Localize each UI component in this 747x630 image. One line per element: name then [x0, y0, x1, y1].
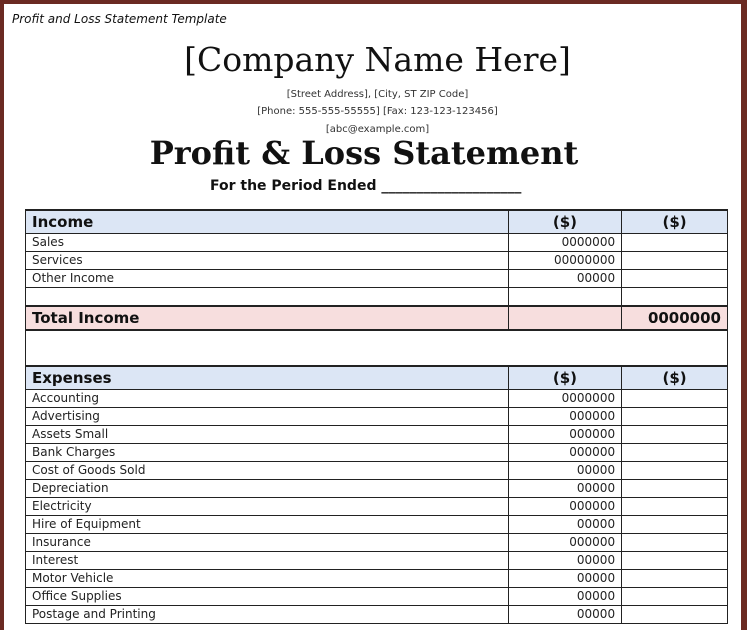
row-amount[interactable]: 00000000 [508, 252, 621, 270]
empty-cell[interactable] [622, 288, 728, 307]
table-row [26, 570, 728, 588]
row-amount[interactable]: 00000 [508, 480, 621, 498]
table-row [26, 516, 728, 534]
expenses-heading: Expenses [26, 366, 509, 390]
row-label[interactable]: Interest [26, 552, 509, 570]
row-amount-2[interactable] [622, 534, 728, 552]
row-amount[interactable]: 000000 [508, 534, 621, 552]
total-income-amount[interactable]: 0000000 [622, 306, 728, 330]
row-amount-2[interactable] [622, 390, 728, 408]
row-label[interactable]: Motor Vehicle [26, 570, 509, 588]
row-label[interactable]: Sales [26, 234, 509, 252]
income-section [26, 210, 728, 366]
income-col1-header: ($) [508, 210, 621, 234]
row-label[interactable]: Depreciation [26, 480, 509, 498]
expenses-col2-header: ($) [622, 366, 728, 390]
row-amount-2[interactable] [622, 408, 728, 426]
spacer-row [26, 330, 728, 366]
row-amount-2[interactable] [622, 480, 728, 498]
row-amount-2[interactable] [622, 552, 728, 570]
row-amount[interactable]: 00000 [508, 606, 621, 624]
table-row [26, 444, 728, 462]
row-amount[interactable]: 000000 [508, 408, 621, 426]
row-amount[interactable]: 00000 [508, 552, 621, 570]
income-col2-header: ($) [622, 210, 728, 234]
table-row [26, 270, 728, 288]
row-label[interactable]: Insurance [26, 534, 509, 552]
row-label[interactable]: Other Income [26, 270, 509, 288]
table-row [26, 462, 728, 480]
email-line: [abc@example.com] [325, 124, 430, 135]
row-amount[interactable]: 00000 [508, 270, 621, 288]
empty-cell[interactable] [26, 288, 509, 307]
row-amount-2[interactable] [622, 444, 728, 462]
row-label[interactable]: Office Supplies [26, 588, 509, 606]
table-row [26, 534, 728, 552]
expenses-col1-header: ($) [508, 366, 621, 390]
row-label[interactable]: Hire of Equipment [26, 516, 509, 534]
empty-row [26, 288, 728, 307]
row-amount-2[interactable] [622, 516, 728, 534]
table-row [26, 480, 728, 498]
total-income-row [26, 306, 728, 330]
spacer-cell [26, 330, 728, 366]
row-amount[interactable]: 000000 [508, 426, 621, 444]
row-amount-2[interactable] [622, 570, 728, 588]
table-row [26, 552, 728, 570]
company-name: [Company Name Here] [184, 40, 571, 79]
total-income-label: Total Income [26, 306, 509, 330]
row-amount[interactable]: 0000000 [508, 234, 621, 252]
table-row [26, 498, 728, 516]
table-row [26, 252, 728, 270]
statement-title: Profit & Loss Statement [149, 134, 579, 172]
table-row [26, 390, 728, 408]
row-amount-2[interactable] [622, 498, 728, 516]
row-amount-2[interactable] [622, 606, 728, 624]
expenses-header-row [26, 366, 728, 390]
period-line: For the Period Ended ____________________ [210, 178, 522, 194]
row-amount[interactable]: 00000 [508, 570, 621, 588]
row-label[interactable]: Postage and Printing [26, 606, 509, 624]
row-amount-2[interactable] [622, 588, 728, 606]
row-label[interactable]: Electricity [26, 498, 509, 516]
row-amount[interactable]: 0000000 [508, 390, 621, 408]
row-label[interactable]: Accounting [26, 390, 509, 408]
phone-line: [Phone: 555-555-55555] [Fax: 123-123-123456] [257, 106, 498, 117]
expenses-section [26, 366, 728, 624]
row-label[interactable]: Bank Charges [26, 444, 509, 462]
row-amount[interactable]: 00000 [508, 588, 621, 606]
row-amount[interactable]: 000000 [508, 444, 621, 462]
table-row [26, 588, 728, 606]
row-amount[interactable]: 00000 [508, 462, 621, 480]
table-row [26, 234, 728, 252]
row-label[interactable]: Cost of Goods Sold [26, 462, 509, 480]
row-amount[interactable]: 00000 [508, 516, 621, 534]
row-amount-2[interactable] [622, 462, 728, 480]
row-label[interactable]: Assets Small [26, 426, 509, 444]
row-amount[interactable]: 000000 [508, 498, 621, 516]
row-amount-2[interactable] [622, 234, 728, 252]
income-header-row [26, 210, 728, 234]
row-amount-2[interactable] [622, 252, 728, 270]
total-income-blank [508, 306, 621, 330]
row-amount-2[interactable] [622, 270, 728, 288]
row-label[interactable]: Services [26, 252, 509, 270]
income-heading: Income [26, 210, 509, 234]
row-label[interactable]: Advertising [26, 408, 509, 426]
table-row [26, 426, 728, 444]
pl-table [25, 209, 728, 624]
address-line: [Street Address], [City, ST ZIP Code] [286, 89, 469, 100]
row-amount-2[interactable] [622, 426, 728, 444]
empty-cell[interactable] [508, 288, 621, 307]
table-row [26, 606, 728, 624]
table-row [26, 408, 728, 426]
template-title: Profit and Loss Statement Template [12, 12, 227, 26]
